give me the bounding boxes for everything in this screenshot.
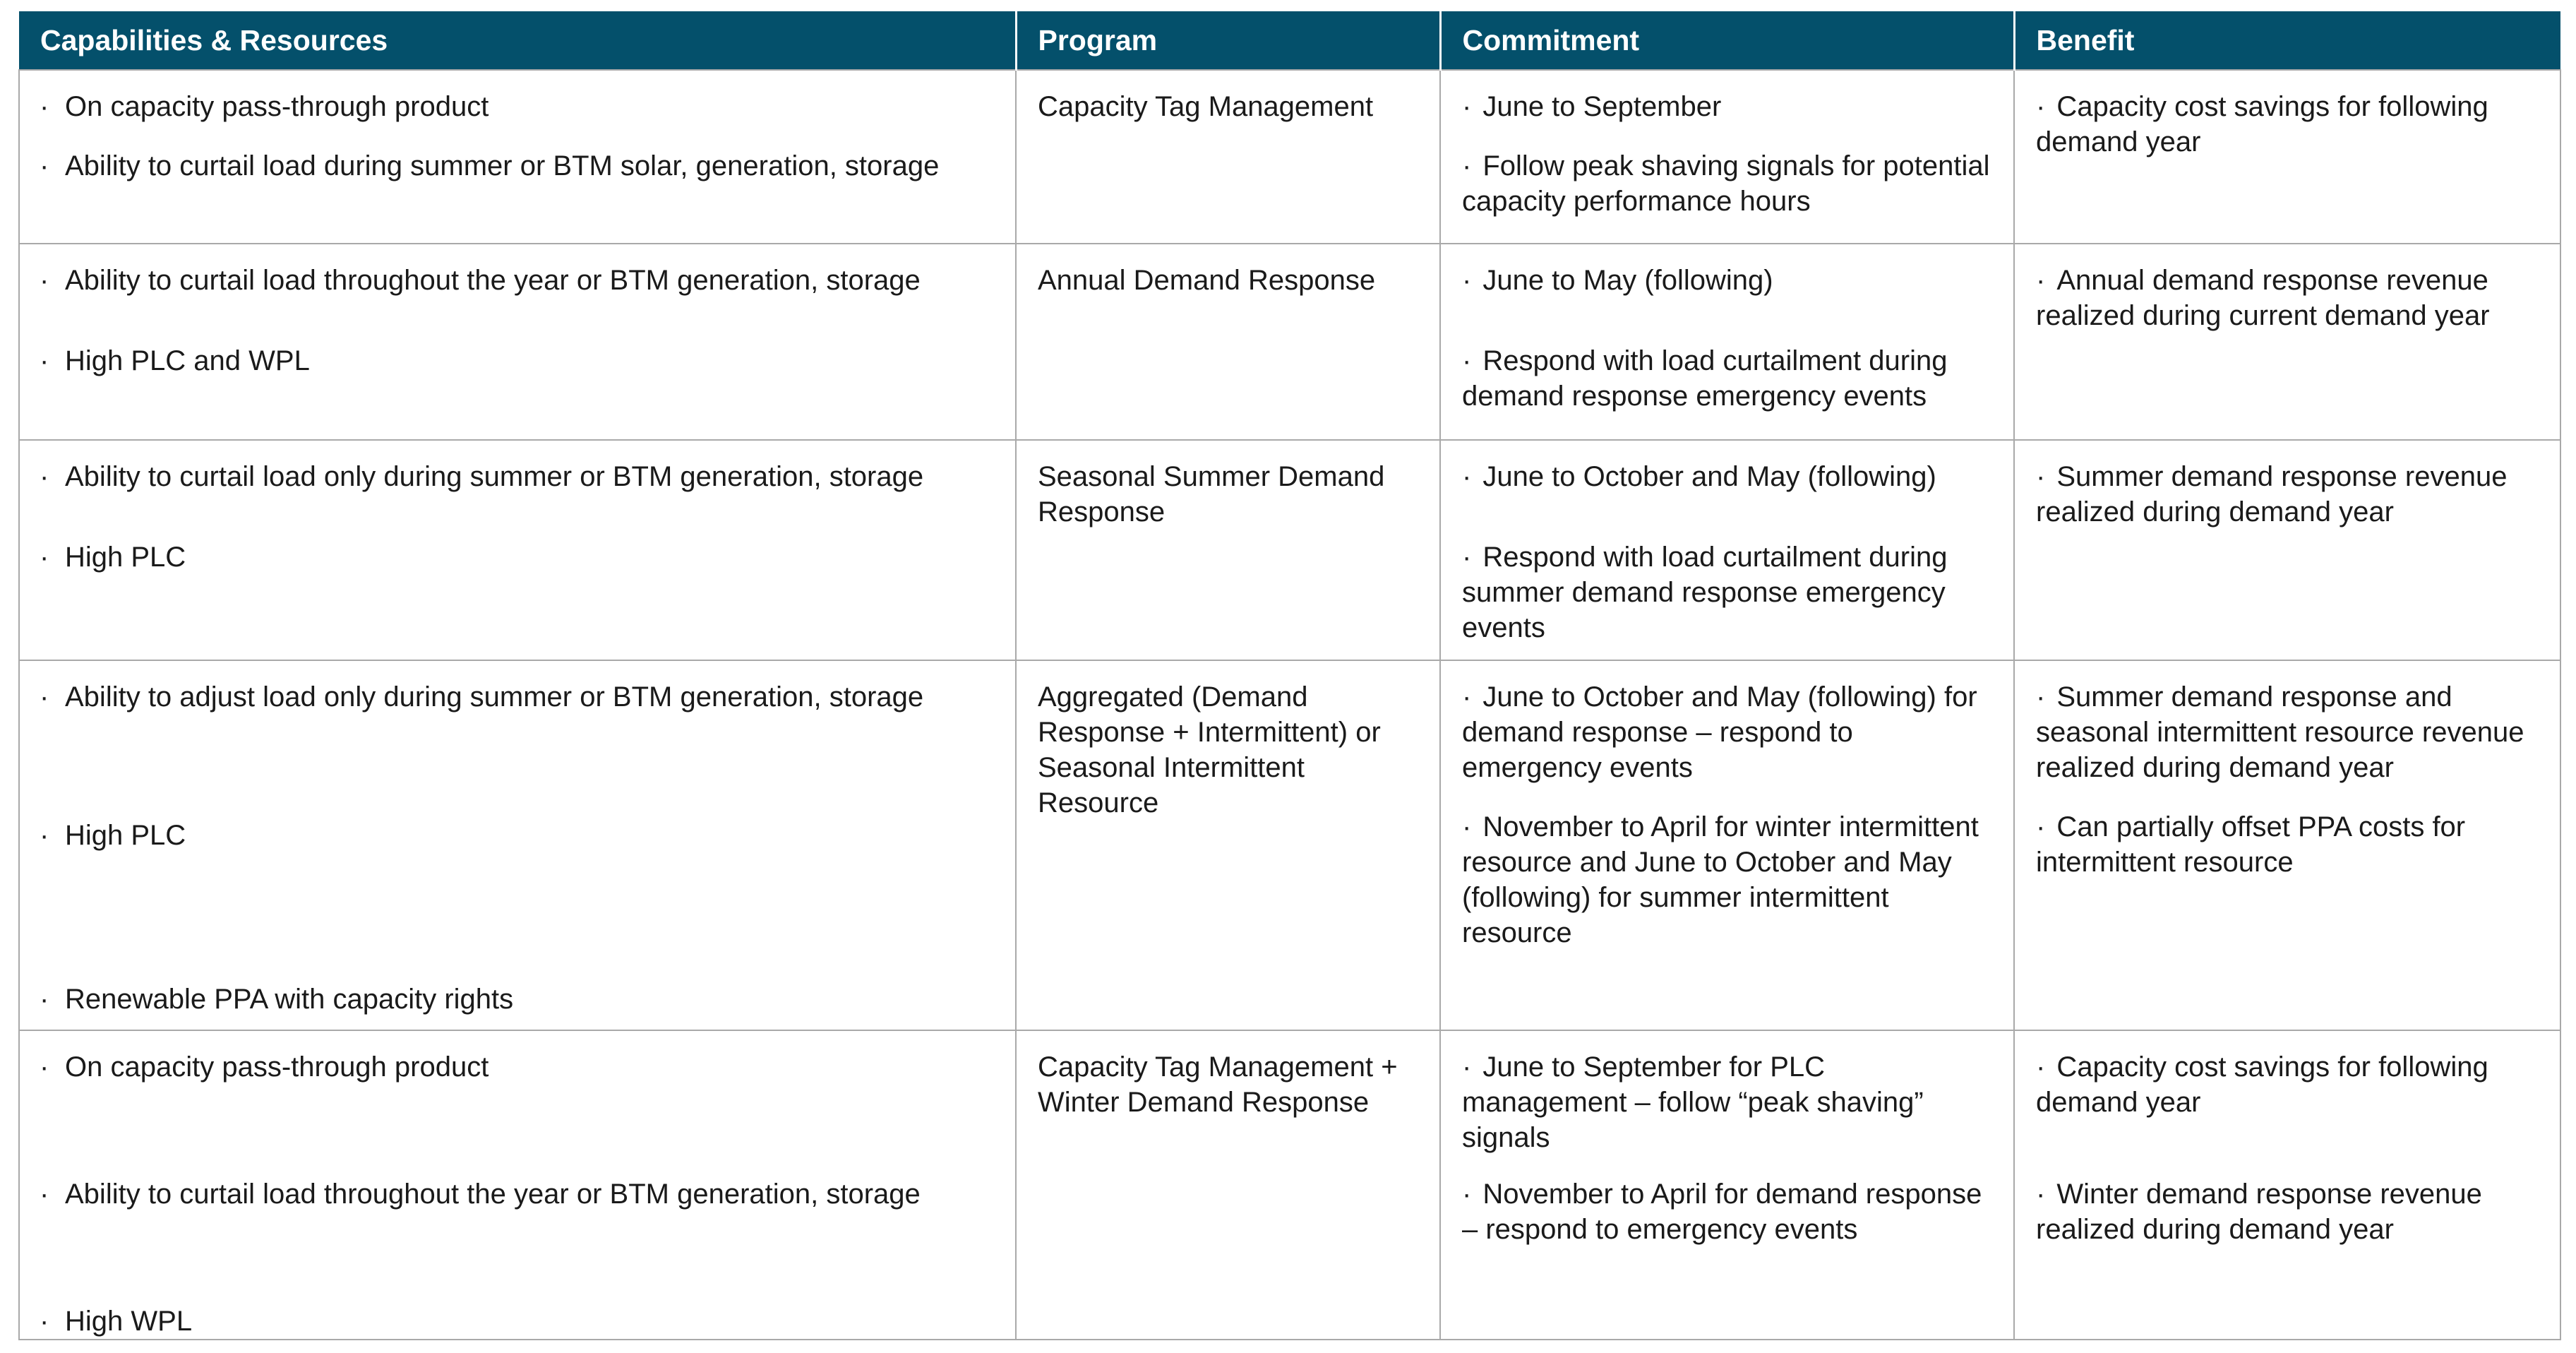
capability-item: · Renewable PPA with capacity rights bbox=[40, 982, 994, 1017]
commitment-cell bbox=[1440, 1030, 2014, 1340]
table-row bbox=[19, 660, 2560, 1030]
capability-item: · High PLC bbox=[40, 818, 994, 853]
bullet-icon: · bbox=[40, 150, 49, 181]
commitment-cell bbox=[1440, 244, 2014, 440]
program-cell: Seasonal Summer Demand Response bbox=[1016, 440, 1440, 660]
commitment-item: · Follow peak shaving signals for potential capacity performance hours bbox=[1462, 150, 1990, 217]
header-row bbox=[19, 11, 2560, 70]
commitment-item: · Respond with load curtailment during summer demand response emergency events bbox=[1462, 542, 1948, 643]
commitment-item: · November to April for winter intermittent resource and June to October and May (following) for summer intermittent resource bbox=[1462, 811, 1979, 948]
bullet-icon: · bbox=[2036, 265, 2046, 296]
benefit-item: · Can partially offset PPA costs for intermittent resource bbox=[2036, 811, 2466, 878]
bullet-icon: · bbox=[40, 1306, 49, 1337]
bullet-icon: · bbox=[40, 265, 49, 296]
bullet-icon: · bbox=[2036, 681, 2046, 713]
capability-item: · Ability to curtail load throughout the year or BTM generation, storage bbox=[40, 1176, 994, 1212]
header-capabilities: Capabilities & Resources bbox=[19, 11, 1016, 70]
bullet-icon: · bbox=[2036, 811, 2046, 842]
bullet-icon: · bbox=[40, 345, 49, 376]
commitment-item: · June to September bbox=[1462, 91, 1722, 122]
table-row bbox=[19, 244, 2560, 440]
capabilities-cell bbox=[19, 660, 1016, 1030]
table-row bbox=[19, 1030, 2560, 1340]
header-program: Program bbox=[1016, 11, 1440, 70]
program-cell: Capacity Tag Management + Winter Demand Response bbox=[1016, 1030, 1440, 1340]
capability-item: · On capacity pass-through product bbox=[40, 1049, 994, 1085]
bullet-icon: · bbox=[1462, 91, 1472, 122]
commitment-item: · June to September for PLC management – follow “peak shaving” signals bbox=[1462, 1051, 1924, 1153]
commitment-item: · November to April for demand response – respond to emergency events bbox=[1462, 1179, 1982, 1245]
benefit-item: · Summer demand response revenue realized during demand year bbox=[2036, 461, 2508, 528]
commitment-cell bbox=[1440, 70, 2014, 244]
program-cell: Aggregated (Demand Response + Intermittent) or Seasonal Intermittent Resource bbox=[1016, 660, 1440, 1030]
capability-item: · High WPL bbox=[40, 1304, 994, 1339]
capability-item: · Ability to curtail load throughout the year or BTM generation, storage bbox=[40, 263, 994, 298]
benefit-item: · Winter demand response revenue realized during demand year bbox=[2036, 1179, 2482, 1245]
bullet-icon: · bbox=[40, 820, 49, 851]
commitment-cell bbox=[1440, 660, 2014, 1030]
capabilities-cell bbox=[19, 440, 1016, 660]
capability-item: · Ability to curtail load only during summer or BTM generation, storage bbox=[40, 459, 994, 494]
header-commitment: Commitment bbox=[1440, 11, 2014, 70]
capabilities-cell bbox=[19, 1030, 1016, 1340]
benefit-item: · Summer demand response and seasonal intermittent resource revenue realized during demand year bbox=[2036, 681, 2524, 783]
bullet-icon: · bbox=[2036, 461, 2046, 492]
bullet-icon: · bbox=[1462, 542, 1472, 573]
bullet-icon: · bbox=[1462, 1051, 1472, 1083]
bullet-icon: · bbox=[1462, 150, 1472, 181]
bullet-icon: · bbox=[1462, 681, 1472, 713]
bullet-icon: · bbox=[40, 1179, 49, 1210]
table-row bbox=[19, 440, 2560, 660]
header-benefit: Benefit bbox=[2014, 11, 2560, 70]
capabilities-cell bbox=[19, 244, 1016, 440]
benefit-cell bbox=[2014, 70, 2560, 244]
commitment-item: · June to October and May (following) for demand response – respond to emergency events bbox=[1462, 681, 1977, 783]
bullet-icon: · bbox=[40, 1051, 49, 1083]
capability-item: · Ability to curtail load during summer or BTM solar, generation, storage bbox=[40, 148, 994, 184]
benefit-cell bbox=[2014, 440, 2560, 660]
benefit-item: · Capacity cost savings for following demand year bbox=[2036, 1051, 2488, 1118]
bullet-icon: · bbox=[40, 984, 49, 1015]
benefit-cell bbox=[2014, 244, 2560, 440]
table-row bbox=[19, 70, 2560, 244]
bullet-icon: · bbox=[1462, 461, 1472, 492]
commitment-item: · June to October and May (following) bbox=[1462, 461, 1936, 492]
benefit-cell bbox=[2014, 660, 2560, 1030]
capability-item: · On capacity pass-through product bbox=[40, 89, 994, 124]
capabilities-cell bbox=[19, 70, 1016, 244]
bullet-icon: · bbox=[2036, 1179, 2046, 1210]
benefit-item: · Annual demand response revenue realized during current demand year bbox=[2036, 265, 2490, 331]
program-cell: Annual Demand Response bbox=[1016, 244, 1440, 440]
capability-item: · High PLC bbox=[40, 540, 994, 575]
bullet-icon: · bbox=[40, 461, 49, 492]
benefit-cell bbox=[2014, 1030, 2560, 1340]
commitment-item: · Respond with load curtailment during demand response emergency events bbox=[1462, 345, 1948, 412]
program-cell: Capacity Tag Management bbox=[1016, 70, 1440, 244]
bullet-icon: · bbox=[40, 91, 49, 122]
capability-item: · High PLC and WPL bbox=[40, 343, 994, 379]
commitment-cell bbox=[1440, 440, 2014, 660]
capability-item: · Ability to adjust load only during summer or BTM generation, storage bbox=[40, 679, 994, 715]
commitment-item: · June to May (following) bbox=[1462, 265, 1773, 296]
bullet-icon: · bbox=[1462, 345, 1472, 376]
programs-table bbox=[18, 11, 2561, 1340]
bullet-icon: · bbox=[2036, 91, 2046, 122]
bullet-icon: · bbox=[1462, 265, 1472, 296]
bullet-icon: · bbox=[1462, 1179, 1472, 1210]
benefit-item: · Capacity cost savings for following demand year bbox=[2036, 91, 2488, 157]
bullet-icon: · bbox=[40, 681, 49, 713]
bullet-icon: · bbox=[1462, 811, 1472, 842]
bullet-icon: · bbox=[40, 542, 49, 573]
bullet-icon: · bbox=[2036, 1051, 2046, 1083]
